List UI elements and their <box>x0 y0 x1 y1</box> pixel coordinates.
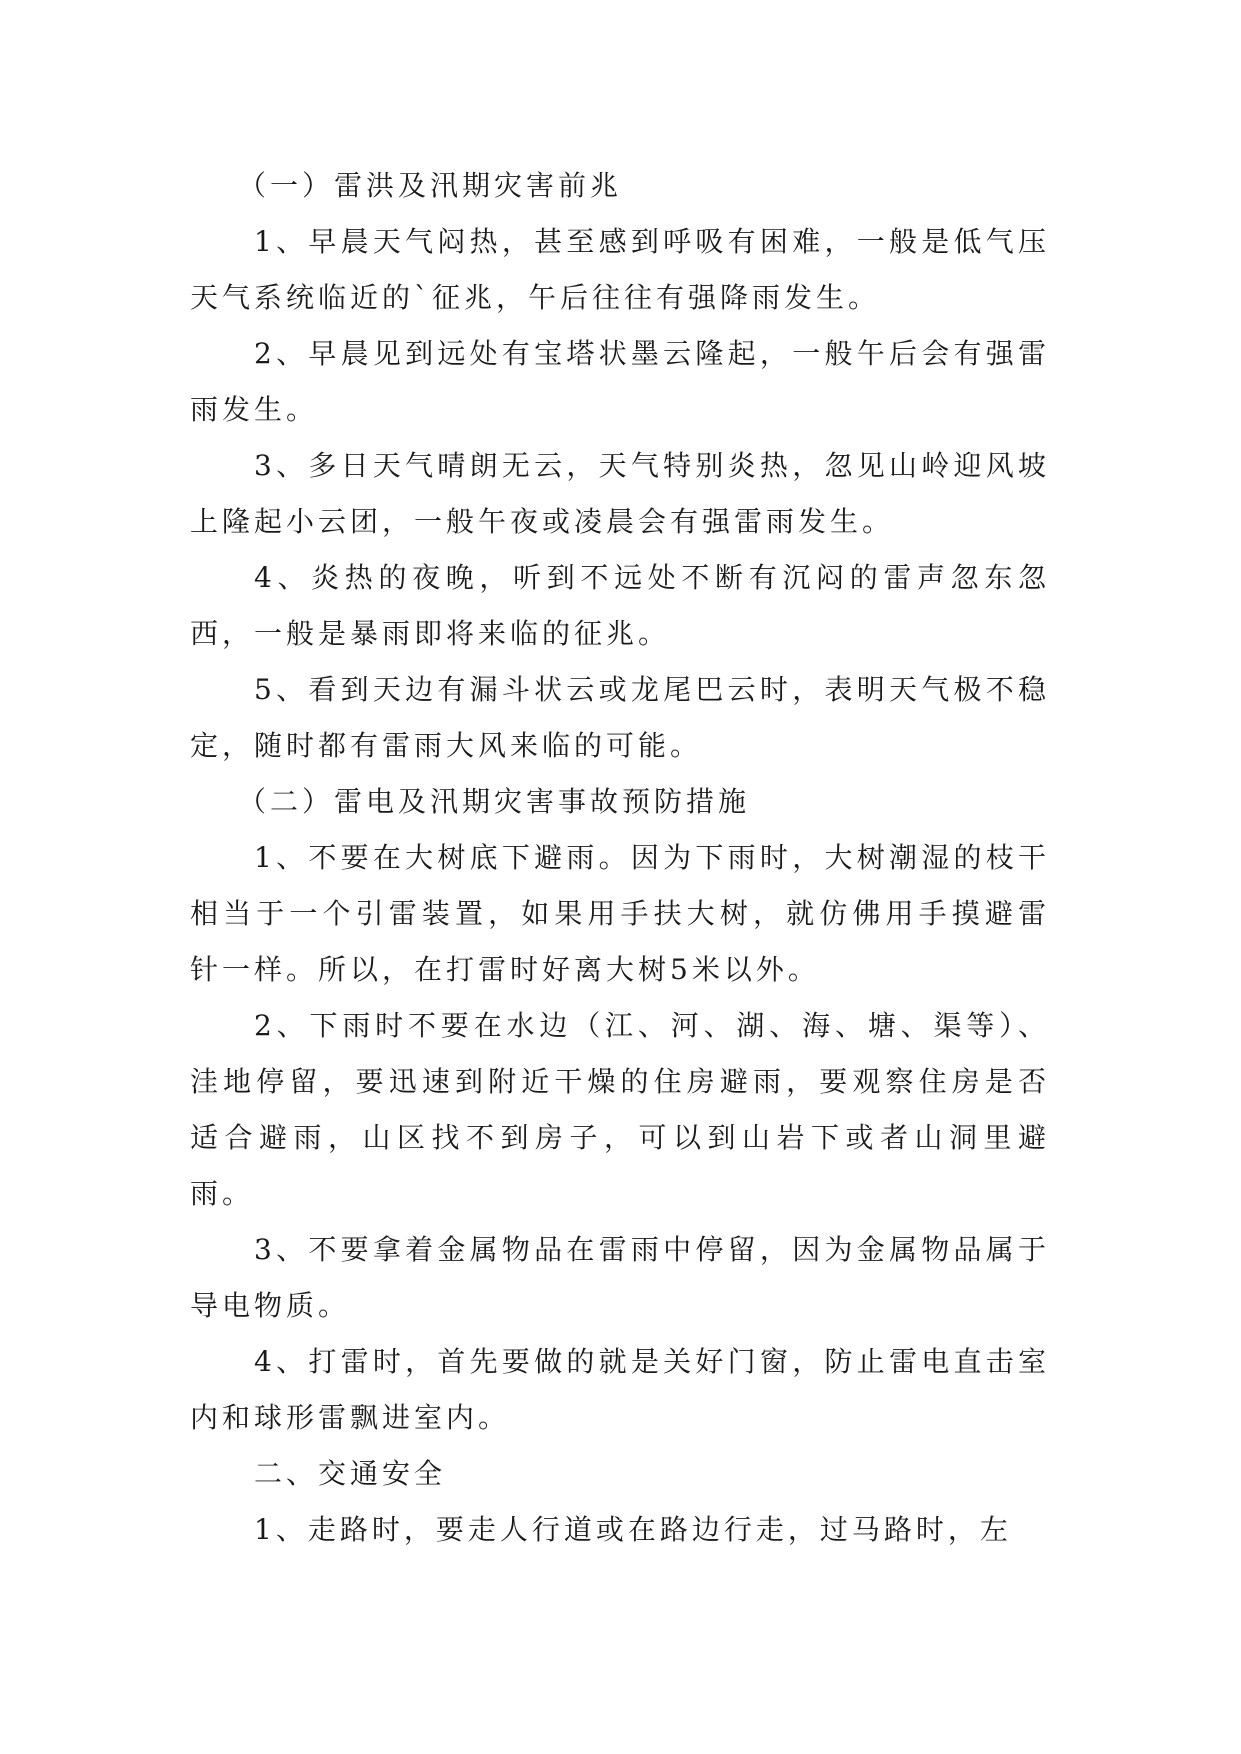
document-body <box>190 158 1050 1558</box>
paragraph: 1、走路时，要走人行道或在路边行走，过马路时，左 <box>254 1513 1012 1546</box>
paragraph: 3、多日天气晴朗无云，天气特别炎热，忽见山岭迎风坡上隆起小云团，一般午夜或凌晨会有强雷雨发生。 <box>190 449 1050 538</box>
paragraph: 2、早晨见到远处有宝塔状墨云隆起，一般午后会有强雷雨发生。 <box>190 337 1050 426</box>
section-heading-prevention: （二）雷电及汛期灾害事故预防措施 <box>238 785 751 818</box>
paragraph: 2、下雨时不要在水边（江、河、湖、海、塘、渠等）、洼地停留，要迅速到附近干燥的住房避雨，要观察住房是否适合避雨，山区找不到房子，可以到山岩下或者山洞里避雨。 <box>190 1009 1050 1210</box>
paragraph: 3、不要拿着金属物品在雷雨中停留，因为金属物品属于导电物质。 <box>190 1233 1050 1322</box>
paragraph: 4、炎热的夜晚，听到不远处不断有沉闷的雷声忽东忽西，一般是暴雨即将来临的征兆。 <box>190 561 1050 650</box>
paragraph: 1、早晨天气闷热，甚至感到呼吸有困难，一般是低气压天气系统临近的`征兆，午后往往有强降雨发生。 <box>190 225 1050 314</box>
paragraph: 5、看到天边有漏斗状云或龙尾巴云时，表明天气极不稳定，随时都有雷雨大风来临的可能。 <box>190 673 1050 762</box>
paragraph: 4、打雷时，首先要做的就是关好门窗，防止雷电直击室内和球形雷飘进室内。 <box>190 1345 1050 1434</box>
section-heading-traffic: 二、交通安全 <box>254 1457 447 1490</box>
paragraph: 1、不要在大树底下避雨。因为下雨时，大树潮湿的枝干相当于一个引雷装置，如果用手扶大树，就仿佛用手摸避雷针一样。所以，在打雷时好离大树5米以外。 <box>190 841 1050 986</box>
section-heading-omens: （一）雷洪及汛期灾害前兆 <box>238 169 623 202</box>
